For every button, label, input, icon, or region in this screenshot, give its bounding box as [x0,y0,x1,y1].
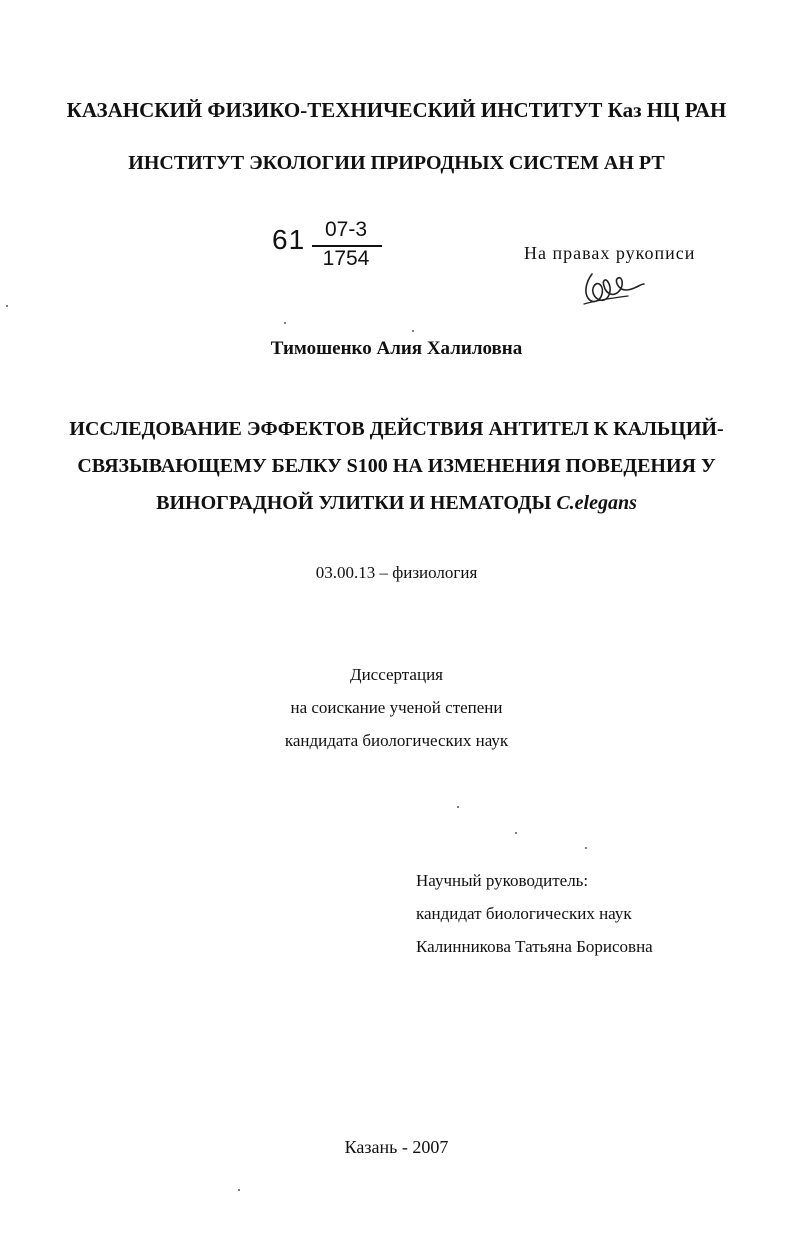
dissertation-title-line-2: СВЯЗЫВАЮЩЕМУ БЕЛКУ S100 НА ИЗМЕНЕНИЯ ПОВЕДЕНИЯ У [77,455,716,477]
dissertation-title-line-3 [0,492,793,515]
degree-name: кандидата биологических наук [284,731,509,750]
supervisor-label: Научный руководитель: [416,871,589,890]
scan-speck [457,806,459,808]
scan-speck [515,832,517,834]
signature-icon [578,268,648,310]
dissertation-title-line-1: ИССЛЕДОВАНИЕ ЭФФЕКТОВ ДЕЙСТВИЯ АНТИТЕЛ К КАЛЬЦИЙ- [69,418,724,440]
institute-name-primary: КАЗАНСКИЙ ФИЗИКО-ТЕХНИЧЕСКИЙ ИНСТИТУТ Каз НЦ РАН [66,98,727,122]
dissertation-label: Диссертация [349,665,443,684]
catalog-denominator: 1754 [322,247,370,270]
scan-speck [6,305,8,307]
place-and-year: Казань - 2007 [344,1137,449,1157]
manuscript-rights-note: На правах рукописи [524,243,696,263]
catalog-numerator: 07-3 [324,218,368,241]
catalog-prefix: 61 [272,224,306,255]
scan-speck [412,330,414,332]
institute-name-secondary: ИНСТИТУТ ЭКОЛОГИИ ПРИРОДНЫХ СИСТЕМ АН РТ [128,152,665,174]
supervisor-degree: кандидат биологических наук [416,904,632,923]
dissertation-title-species: C.elegans [556,492,637,514]
dissertation-title-line-3-text: ВИНОГРАДНОЙ УЛИТКИ И НЕМАТОДЫ [156,492,552,514]
scan-speck [284,322,286,324]
scan-speck [238,1189,240,1191]
specialty-code: 03.00.13 – физиология [315,563,478,582]
supervisor-name: Калинникова Татьяна Борисовна [416,937,653,956]
degree-purpose: на соискание ученой степени [290,698,503,717]
library-catalog-stamp [272,220,402,280]
author-name: Тимошенко Алия Халиловна [270,338,523,359]
scan-speck [585,847,587,849]
